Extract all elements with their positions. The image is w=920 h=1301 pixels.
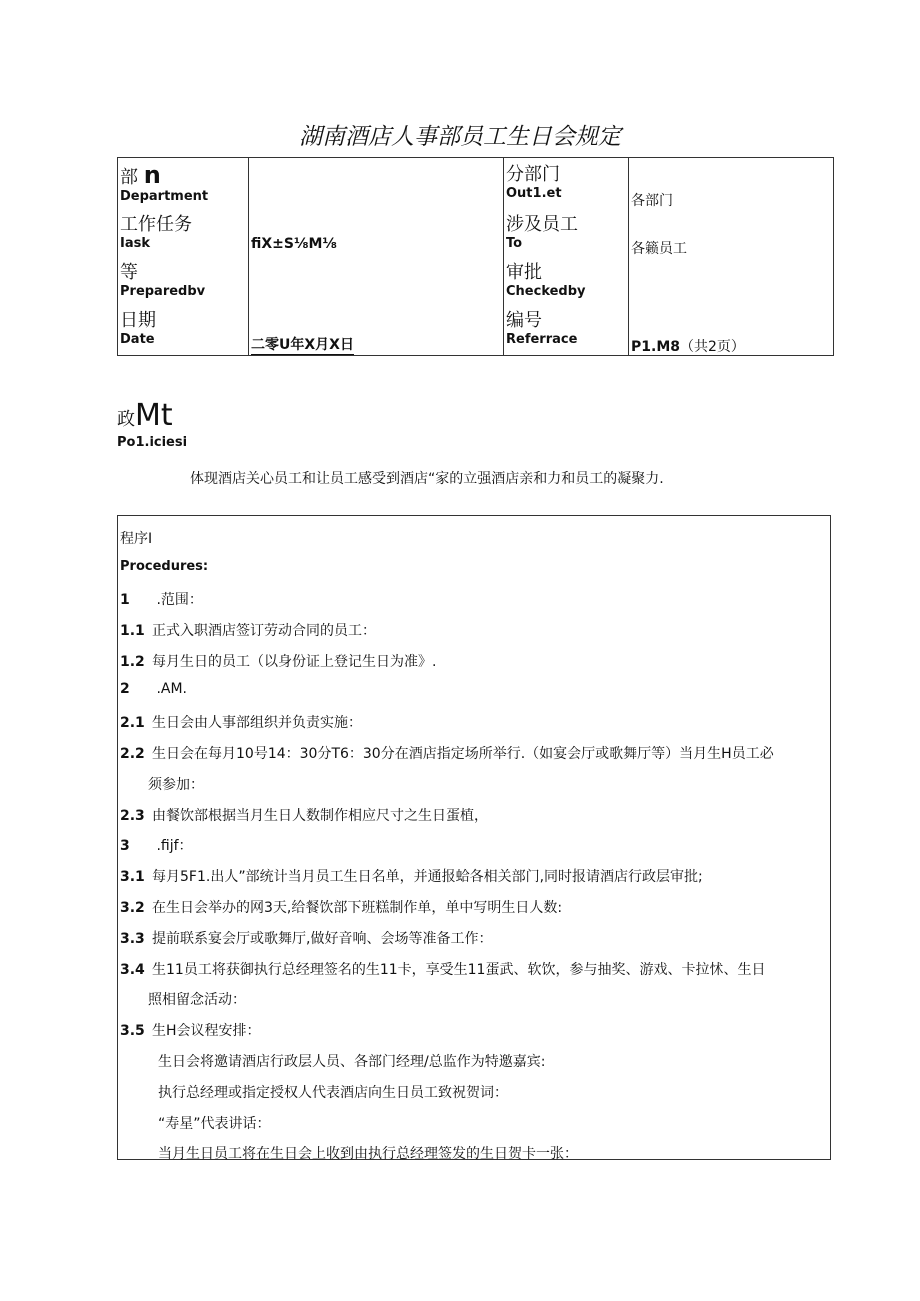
checked-label: 审批 Checkedby: [506, 262, 586, 299]
procedure-text: 照相留念活动：: [148, 992, 246, 1009]
procedure-line: [120, 1020, 261, 1040]
to-value: 各籁员工: [631, 241, 687, 257]
outlet-value: 各部门: [631, 193, 673, 209]
date-value: 二零U年X月X日: [251, 334, 354, 355]
procedure-line: [120, 589, 203, 609]
department-label: 部 n Department: [120, 161, 209, 204]
procedure-line: [120, 897, 562, 917]
meta-values-right: [629, 158, 834, 356]
procedure-line: [120, 928, 492, 948]
policy-text: 体现酒店关心员工和让员工感受到酒店“家的立强酒店亲和力和员工的凝聚力.: [190, 471, 664, 487]
procedure-line: [158, 1143, 578, 1163]
procedure-text: 正式入职酒店签订劳动合同的员工：: [152, 622, 376, 639]
procedure-text: 生日会由人事部组织并负责实施：: [152, 715, 362, 732]
date-label: 日期 Date: [120, 310, 156, 347]
meta-values-left: [249, 158, 504, 356]
procedure-text: 生日会在每月10号14：30分T6：30分在酒店指定场所举行.（如宴会厅或歌舞厅等）当月生H员工必: [152, 746, 774, 762]
procedures-box: [117, 515, 831, 1163]
procedure-line: [120, 959, 765, 979]
procedure-number: 1: [120, 592, 130, 608]
procedure-number: 3.2: [120, 900, 145, 916]
procedure-text: 由餐饮部根据当月生日人数制作相应尺寸之生日蛋植，: [152, 807, 488, 824]
procedure-number: 1.2: [120, 653, 145, 670]
procedure-text: 在生日会举办的网3天,给餐饮部下班糕制作单，单中写明生日人数:: [152, 900, 563, 916]
policy-heading: 政Mt Po1.iciesi: [117, 398, 188, 450]
procedure-text: “寿星”代表讲话：: [158, 1115, 271, 1132]
procedure-text: 每月生日的员工（以身份证上登记生日为准》.: [152, 653, 437, 670]
procedure-line: [148, 774, 204, 794]
prepared-label: 等 Preparedbv: [120, 262, 206, 299]
procedure-line: [120, 743, 774, 763]
procedure-number: 1.1: [120, 622, 145, 639]
procedure-line: [158, 1113, 271, 1133]
procedure-text: 须参加：: [148, 776, 204, 793]
procedure-line: [120, 835, 193, 855]
procedure-text: 当月生日员工将在生日会上收到由执行总经理签发的生日贺卡一张：: [158, 1146, 578, 1163]
document-title: 湖南酒店人事部员工生日会规定: [299, 124, 621, 150]
procedure-number: 3.3: [120, 930, 145, 947]
procedure-line: [120, 712, 362, 732]
procedure-number: 2.1: [120, 715, 145, 732]
procedure-text: 提前联系宴会厅或歌舞厅,做好音响、会场等准备工作：: [152, 930, 493, 947]
to-label: 涉及员工 To: [506, 214, 578, 251]
procedure-number: 2: [120, 681, 130, 698]
procedure-text: 执行总经理或指定授权人代表酒店向生日员工致祝贺词：: [158, 1084, 508, 1101]
procedure-line: [148, 989, 246, 1009]
task-value: fiX±S⅛M⅛: [251, 236, 337, 252]
reference-value: P1.M8（共2页）: [631, 339, 745, 355]
procedure-text: .fijf：: [152, 838, 193, 855]
procedure-text: 生11员工将获御执行总经理签名的生11卡，享受生11蛋武、软饮，参与抽奖、游戏、卡拉怵、生日: [152, 961, 766, 978]
procedure-text: 生日会将邀请酒店行政层人员、各部门经理/总监作为特邀嘉宾:: [158, 1054, 546, 1070]
procedures-heading-en: Procedures:: [120, 559, 209, 574]
procedure-number: 3.4: [120, 961, 145, 978]
procedure-text: .范围：: [152, 592, 203, 608]
procedure-number: 2.3: [120, 807, 145, 824]
procedure-line: [120, 620, 376, 640]
reference-label: 编号 Referrace: [506, 310, 578, 347]
procedure-line: [158, 1082, 508, 1102]
outlet-label: 分部门 Out1.et: [506, 164, 562, 201]
procedure-line: [120, 681, 187, 697]
procedure-line: [158, 1051, 545, 1071]
meta-table: [117, 157, 834, 356]
procedure-text: 生H会议程安排：: [152, 1023, 261, 1040]
procedure-text: .AM.: [152, 681, 188, 698]
procedure-number: 3: [120, 838, 130, 855]
procedure-number: 2.2: [120, 746, 145, 762]
meta-labels-right: [504, 158, 629, 356]
procedure-line: [120, 651, 436, 671]
procedure-number: 3.1: [120, 869, 145, 886]
task-label: 工作任务 Iask: [120, 214, 192, 251]
procedure-line: [120, 866, 703, 886]
procedure-text: 每月5F1.出人”部统计当月员工生日名单，并通报蛤各相关部门,同时报请酒店行政层审批;: [152, 869, 703, 886]
procedures-heading-zh: 程序I: [120, 531, 153, 547]
meta-labels-left: [118, 158, 249, 356]
procedure-line: [120, 805, 488, 825]
procedure-number: 3.5: [120, 1023, 145, 1040]
